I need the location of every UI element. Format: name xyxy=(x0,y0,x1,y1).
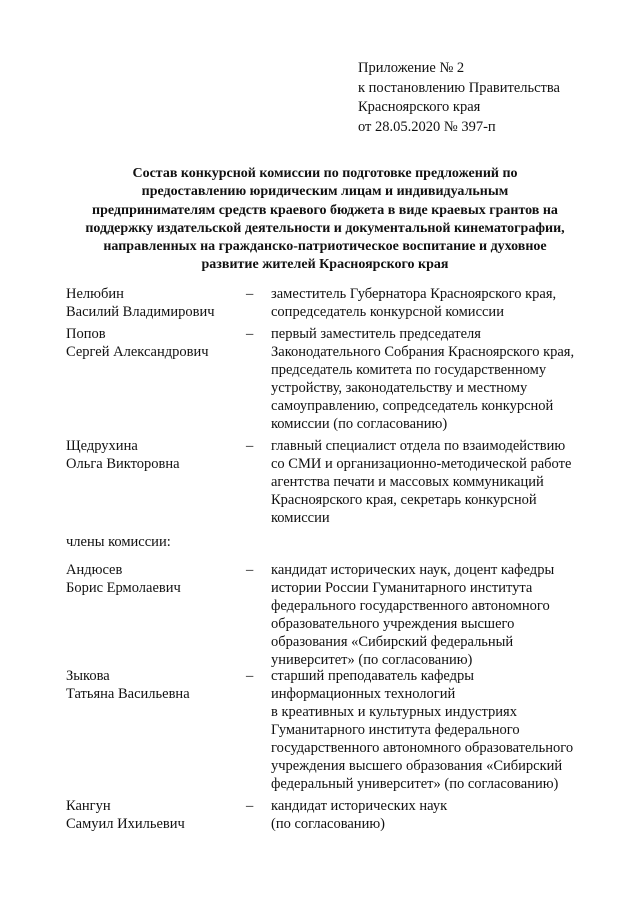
position-line: комиссии xyxy=(271,510,330,526)
position-line: устройству, законодательству и местному xyxy=(271,380,528,396)
title-line: поддержку издательской деятельности и документальной кинематографии, xyxy=(85,220,565,236)
person-given-name: Татьяна Васильевна xyxy=(66,686,190,702)
position-line: председатель комитета по государственному xyxy=(271,362,547,378)
position-line: заместитель Губернатора Красноярского края, xyxy=(271,286,557,302)
person-name xyxy=(66,797,185,833)
title-line: направленных на гражданско-патриотическое воспитание и духовное xyxy=(103,239,547,255)
dash-separator: – xyxy=(246,798,254,814)
person-position xyxy=(271,797,447,833)
appendix-line: Приложение № 2 xyxy=(358,60,465,76)
person-position xyxy=(271,667,573,793)
person-name xyxy=(66,325,209,361)
appendix-line: Красноярского края xyxy=(358,99,481,115)
title-line: Состав конкурсной комиссии по подготовке предложений по xyxy=(132,166,518,181)
title-line: предоставлению юридическим лицам и индивидуальным xyxy=(141,184,509,200)
position-line: главный специалист отдела по взаимодействию xyxy=(271,438,566,454)
position-line: кандидат исторических наук, доцент кафедры xyxy=(271,562,555,578)
person-surname: Кангун xyxy=(66,798,111,814)
position-line: в креативных и культурных индустриях xyxy=(271,704,517,720)
person-position xyxy=(271,561,554,669)
title-line: развитие жителей Красноярского края xyxy=(201,257,449,273)
position-line: государственного автономного образовательного xyxy=(271,740,574,756)
position-line: федерального государственного автономного xyxy=(271,598,550,614)
dash-separator: – xyxy=(246,286,254,302)
position-line: университет» (по согласованию) xyxy=(271,652,473,668)
person-position xyxy=(271,285,556,321)
person-surname: Нелюбин xyxy=(66,286,124,302)
person-position xyxy=(271,437,571,527)
position-line: старший преподаватель кафедры xyxy=(271,668,475,684)
person-given-name: Сергей Александрович xyxy=(66,344,209,360)
position-line: Законодательного Собрания Красноярского края, xyxy=(271,344,575,360)
person-name xyxy=(66,561,181,597)
dash-separator: – xyxy=(246,326,254,342)
position-line: кандидат исторических наук xyxy=(271,798,448,814)
person-surname: Щедрухина xyxy=(66,438,138,454)
position-line: учреждения высшего образования «Сибирский xyxy=(271,758,563,774)
dash-separator: – xyxy=(246,562,254,578)
position-line: образовательного учреждения высшего xyxy=(271,616,515,632)
appendix-block xyxy=(358,59,560,137)
position-line: истории России Гуманитарного института xyxy=(271,580,533,596)
person-surname: Зыкова xyxy=(66,668,110,684)
dash-separator: – xyxy=(246,668,254,684)
person-given-name: Борис Ермолаевич xyxy=(66,580,181,596)
position-line: Гуманитарного института федерального xyxy=(271,722,520,738)
person-surname: Попов xyxy=(66,326,106,342)
person-position xyxy=(271,325,574,433)
document-title xyxy=(60,165,590,275)
position-line: федеральный университет» (по согласованию) xyxy=(271,776,559,792)
position-line: Красноярского края, секретарь конкурсной xyxy=(271,492,537,508)
appendix-line: от 28.05.2020 № 397-п xyxy=(358,118,496,135)
dash-separator: – xyxy=(246,438,254,454)
position-line: первый заместитель председателя xyxy=(271,326,481,342)
title-line: предпринимателям средств краевого бюджета в виде краевых грантов на xyxy=(92,202,558,218)
person-name xyxy=(66,667,190,703)
appendix-line: к постановлению Правительства xyxy=(358,79,560,96)
person-given-name: Самуил Ихильевич xyxy=(66,816,185,832)
position-line: образования «Сибирский федеральный xyxy=(271,634,514,650)
person-given-name: Ольга Викторовна xyxy=(66,456,180,472)
position-line: (по согласованию) xyxy=(271,816,385,832)
position-line: сопредседатель конкурсной комиссии xyxy=(271,304,504,320)
person-surname: Андюсев xyxy=(66,562,123,578)
person-name xyxy=(66,285,215,321)
members-heading: члены комиссии: xyxy=(66,534,171,550)
person-name xyxy=(66,437,180,473)
position-line: комиссии (по согласованию) xyxy=(271,416,448,432)
person-given-name: Василий Владимирович xyxy=(66,304,215,320)
position-line: самоуправлению, сопредседатель конкурсной xyxy=(271,398,554,414)
position-line: агентства печати и массовых коммуникаций xyxy=(271,474,544,490)
position-line: со СМИ и организационно-методической работе xyxy=(271,456,572,472)
position-line: информационных технологий xyxy=(271,686,456,702)
